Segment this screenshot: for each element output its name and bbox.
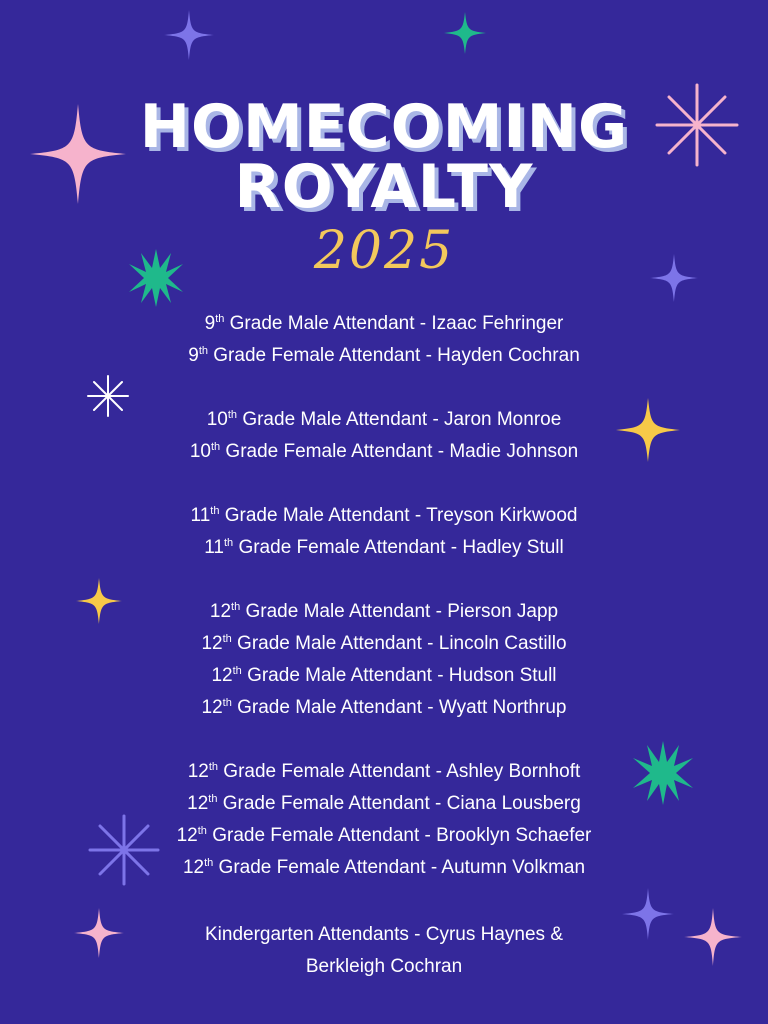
list-item: 12th Grade Male Attendant - Lincoln Castillo	[201, 633, 567, 654]
list-item: 11th Grade Male Attendant - Treyson Kirkwood	[190, 505, 578, 526]
list-item: 12th Grade Female Attendant - Ciana Lousberg	[187, 793, 581, 814]
list-item: 12th Grade Male Attendant - Hudson Stull	[211, 665, 557, 686]
kindergarten-line: Berkleigh Cochran	[305, 956, 463, 977]
list-item: 12th Grade Female Attendant - Ashley Bornhoft	[187, 761, 581, 782]
lavender-sparkle-icon	[164, 10, 214, 60]
list-item: 10th Grade Female Attendant - Madie Johnson	[189, 441, 579, 462]
list-item: 12th Grade Male Attendant - Wyatt Northrup	[201, 697, 567, 718]
list-item: 12th Grade Female Attendant - Autumn Volkman	[182, 857, 586, 878]
list-item: 12th Grade Female Attendant - Brooklyn Schaefer	[176, 825, 592, 846]
teal-sparkle-icon	[444, 12, 486, 54]
list-item: 12th Grade Male Attendant - Pierson Japp	[209, 601, 559, 622]
list-item: 10th Grade Male Attendant - Jaron Monroe	[206, 409, 562, 430]
title-homecoming: HOMECOMING	[139, 92, 629, 162]
list-item: 11th Grade Female Attendant - Hadley Stull	[204, 537, 564, 558]
title-royalty: ROYALTY	[234, 152, 534, 222]
list-item: 9th Grade Male Attendant - Izaac Fehringer	[204, 313, 564, 334]
kindergarten-line: Kindergarten Attendants - Cyrus Haynes &	[204, 924, 564, 945]
list-item: 9th Grade Female Attendant - Hayden Cochran	[188, 345, 580, 366]
year: 2025	[313, 221, 455, 281]
